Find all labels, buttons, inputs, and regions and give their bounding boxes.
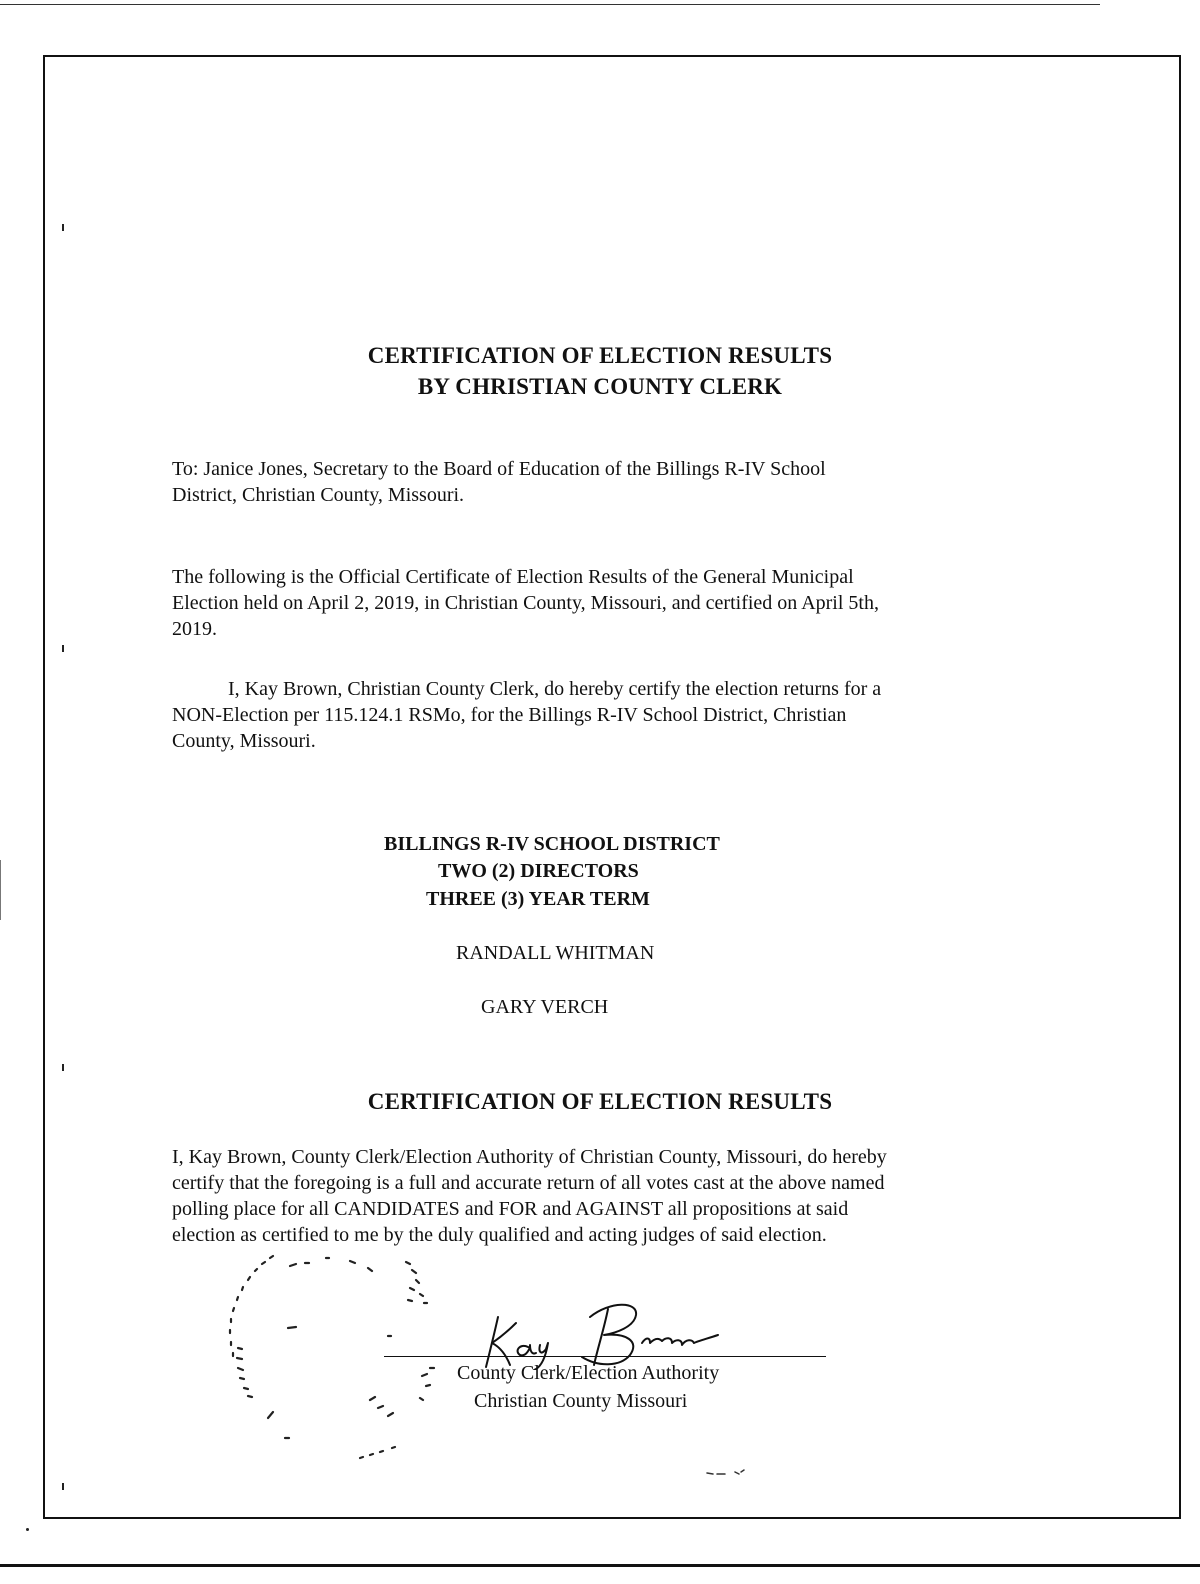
certification-heading: CERTIFICATION OF ELECTION RESULTS: [367, 1089, 833, 1114]
seats-heading: TWO (2) DIRECTORS: [438, 860, 639, 882]
document-subtitle: BY CHRISTIAN COUNTY CLERK: [417, 374, 783, 399]
scan-edge-top: [0, 4, 1100, 5]
scan-speck: [26, 1528, 29, 1531]
signer-jurisdiction: Christian County Missouri: [474, 1390, 688, 1412]
signature-line: [384, 1356, 826, 1357]
margin-mark: [62, 224, 64, 231]
kay-brown-signature: [470, 1295, 750, 1370]
term-heading: THREE (3) YEAR TERM: [426, 888, 650, 910]
intro-paragraph: The following is the Official Certificate of Election Results of the General Municipal Election held on April 2, 2019, in Christian County, Missouri, and certified on April 5th, 2019.: [172, 566, 879, 640]
candidate-name: RANDALL WHITMAN: [456, 942, 655, 964]
margin-mark: [62, 1064, 64, 1071]
certify-paragraph: I, Kay Brown, Christian County Clerk, do hereby certify the election returns for a NON-Election per 115.124.1 RSMo, for the Billings R-IV School District, Christian County, Missouri.: [172, 678, 882, 752]
scan-speck: [705, 1466, 755, 1480]
candidate-name: GARY VERCH: [481, 996, 609, 1018]
addressee-paragraph: To: Janice Jones, Secretary to the Board of Education of the Billings R-IV School District, Christian County, Missouri.: [172, 458, 826, 506]
margin-mark: [62, 645, 64, 652]
county-seal: [200, 1248, 460, 1488]
district-name: BILLINGS R-IV SCHOOL DISTRICT: [384, 833, 720, 855]
certification-paragraph: I, Kay Brown, County Clerk/Election Authority of Christian County, Missouri, do hereby certify that the foregoing is a full and accurate return of all votes cast at the above named polling place for all CANDIDATES and FOR and AGAINST all propositions at said election as certified to me by the duly qualified and acting judges of said election.: [172, 1146, 887, 1246]
document-title: CERTIFICATION OF ELECTION RESULTS: [367, 343, 833, 368]
scan-edge-bottom: [0, 1564, 1200, 1567]
scan-edge-left: [0, 860, 1, 920]
margin-mark: [62, 1483, 64, 1490]
signer-title: County Clerk/Election Authority: [457, 1362, 720, 1384]
